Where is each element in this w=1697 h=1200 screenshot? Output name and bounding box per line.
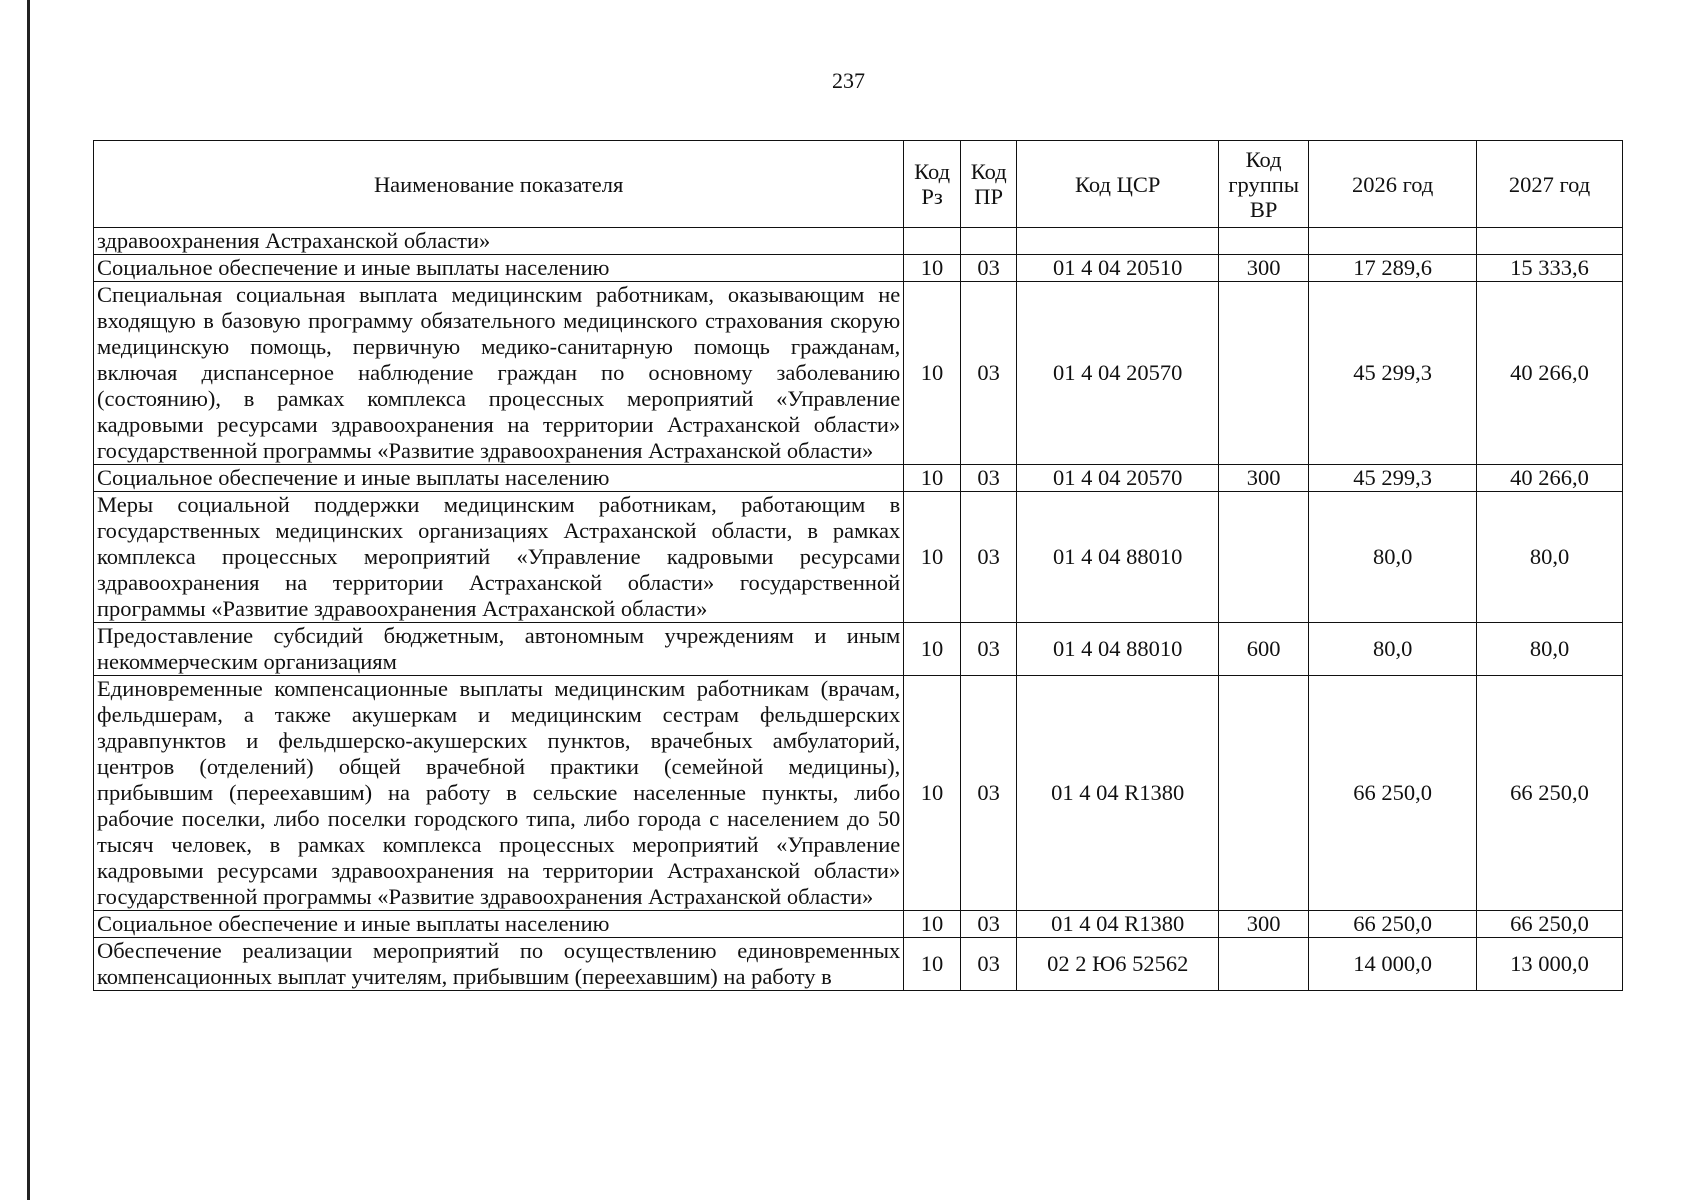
cell-2026: 66 250,0 [1309, 911, 1477, 938]
cell-pr: 03 [960, 938, 1017, 991]
table-row [94, 282, 1623, 465]
cell-vr [1218, 492, 1308, 623]
cell-csr: 01 4 04 20570 [1017, 465, 1218, 492]
header-rz: Код Рз [904, 141, 961, 228]
header-2027: 2027 год [1477, 141, 1623, 228]
cell-csr: 01 4 04 88010 [1017, 492, 1218, 623]
table-row [94, 911, 1623, 938]
cell-csr: 01 4 04 20510 [1017, 255, 1218, 282]
cell-rz [904, 228, 961, 255]
page-number: 237 [832, 68, 865, 93]
cell-name: Специальная социальная выплата медицинским работникам, оказывающим не входящую в базовую программу обязательного медицинского страхования скорую медицинскую помощь, первичную медико-санитарную помощь гражданам, включая диспансерное наблюдение граждан по основному заболеванию (состоянию), в рамках комплекса процессных мероприятий «Управление кадровыми ресурсами здравоохранения на территории Астраханской области» государственной программы «Развитие здравоохранения Астраханской области» [94, 282, 904, 465]
cell-vr [1218, 676, 1308, 911]
cell-rz: 10 [904, 282, 961, 465]
cell-csr: 01 4 04 20570 [1017, 282, 1218, 465]
header-csr: Код ЦСР [1017, 141, 1218, 228]
cell-csr: 01 4 04 R1380 [1017, 676, 1218, 911]
cell-vr [1218, 228, 1308, 255]
cell-name: Предоставление субсидий бюджетным, автономным учреждениям и иным некоммерческим организациям [94, 623, 904, 676]
table-row [94, 938, 1623, 991]
cell-2026: 17 289,6 [1309, 255, 1477, 282]
cell-rz: 10 [904, 623, 961, 676]
header-vr: Код группы ВР [1218, 141, 1308, 228]
table-row [94, 465, 1623, 492]
cell-vr: 600 [1218, 623, 1308, 676]
cell-vr: 300 [1218, 465, 1308, 492]
table-row [94, 492, 1623, 623]
cell-rz: 10 [904, 255, 961, 282]
cell-rz: 10 [904, 938, 961, 991]
binder-margin-line [27, 0, 30, 1200]
cell-name: Социальное обеспечение и иные выплаты населению [94, 911, 904, 938]
cell-rz: 10 [904, 676, 961, 911]
table-row [94, 228, 1623, 255]
cell-2026: 45 299,3 [1309, 282, 1477, 465]
cell-2026 [1309, 228, 1477, 255]
cell-vr: 300 [1218, 255, 1308, 282]
header-pr: Код ПР [960, 141, 1017, 228]
cell-2027: 40 266,0 [1477, 465, 1623, 492]
cell-name: Социальное обеспечение и иные выплаты населению [94, 465, 904, 492]
cell-vr [1218, 282, 1308, 465]
table-header-row [94, 141, 1623, 228]
cell-name: здравоохранения Астраханской области» [94, 228, 904, 255]
cell-2027 [1477, 228, 1623, 255]
cell-rz: 10 [904, 492, 961, 623]
cell-2026: 66 250,0 [1309, 676, 1477, 911]
cell-pr [960, 228, 1017, 255]
cell-name: Социальное обеспечение и иные выплаты населению [94, 255, 904, 282]
cell-2027: 40 266,0 [1477, 282, 1623, 465]
table-row [94, 623, 1623, 676]
cell-2027: 13 000,0 [1477, 938, 1623, 991]
cell-csr: 01 4 04 88010 [1017, 623, 1218, 676]
cell-2027: 80,0 [1477, 492, 1623, 623]
cell-pr: 03 [960, 676, 1017, 911]
cell-pr: 03 [960, 492, 1017, 623]
cell-pr: 03 [960, 623, 1017, 676]
cell-2026: 80,0 [1309, 623, 1477, 676]
cell-2026: 14 000,0 [1309, 938, 1477, 991]
cell-vr [1218, 938, 1308, 991]
cell-rz: 10 [904, 465, 961, 492]
table-row [94, 676, 1623, 911]
header-2026: 2026 год [1309, 141, 1477, 228]
cell-rz: 10 [904, 911, 961, 938]
cell-2027: 66 250,0 [1477, 911, 1623, 938]
cell-name: Единовременные компенсационные выплаты медицинским работникам (врачам, фельдшерам, а также акушеркам и медицинским сестрам фельдшерских здравпунктов и фельдшерско-акушерских пунктов, врачебных амбулаторий, центров (отделений) общей врачебной практики (семейной медицины), прибывшим (переехавшим) на работу в сельские населенные пункты, либо рабочие поселки, либо поселки городского типа, либо города с населением до 50 тысяч человек, в рамках комплекса процессных мероприятий «Управление кадровыми ресурсами здравоохранения на территории Астраханской области» государственной программы «Развитие здравоохранения Астраханской области» [94, 676, 904, 911]
cell-pr: 03 [960, 282, 1017, 465]
table-row [94, 255, 1623, 282]
cell-vr: 300 [1218, 911, 1308, 938]
cell-csr: 01 4 04 R1380 [1017, 911, 1218, 938]
cell-name: Обеспечение реализации мероприятий по осуществлению единовременных компенсационных выплат учителям, прибывшим (переехавшим) на работу в [94, 938, 904, 991]
cell-2026: 45 299,3 [1309, 465, 1477, 492]
cell-pr: 03 [960, 255, 1017, 282]
cell-2027: 80,0 [1477, 623, 1623, 676]
header-name: Наименование показателя [94, 141, 904, 228]
cell-csr: 02 2 Ю6 52562 [1017, 938, 1218, 991]
cell-2027: 66 250,0 [1477, 676, 1623, 911]
cell-name: Меры социальной поддержки медицинским работникам, работающим в государственных медицинских организациях Астраханской области, в рамках комплекса процессных мероприятий «Управление кадровыми ресурсами здравоохранения на территории Астраханской области» государственной программы «Развитие здравоохранения Астраханской области» [94, 492, 904, 623]
cell-csr [1017, 228, 1218, 255]
budget-table [93, 140, 1623, 991]
cell-2026: 80,0 [1309, 492, 1477, 623]
cell-pr: 03 [960, 911, 1017, 938]
cell-pr: 03 [960, 465, 1017, 492]
cell-2027: 15 333,6 [1477, 255, 1623, 282]
